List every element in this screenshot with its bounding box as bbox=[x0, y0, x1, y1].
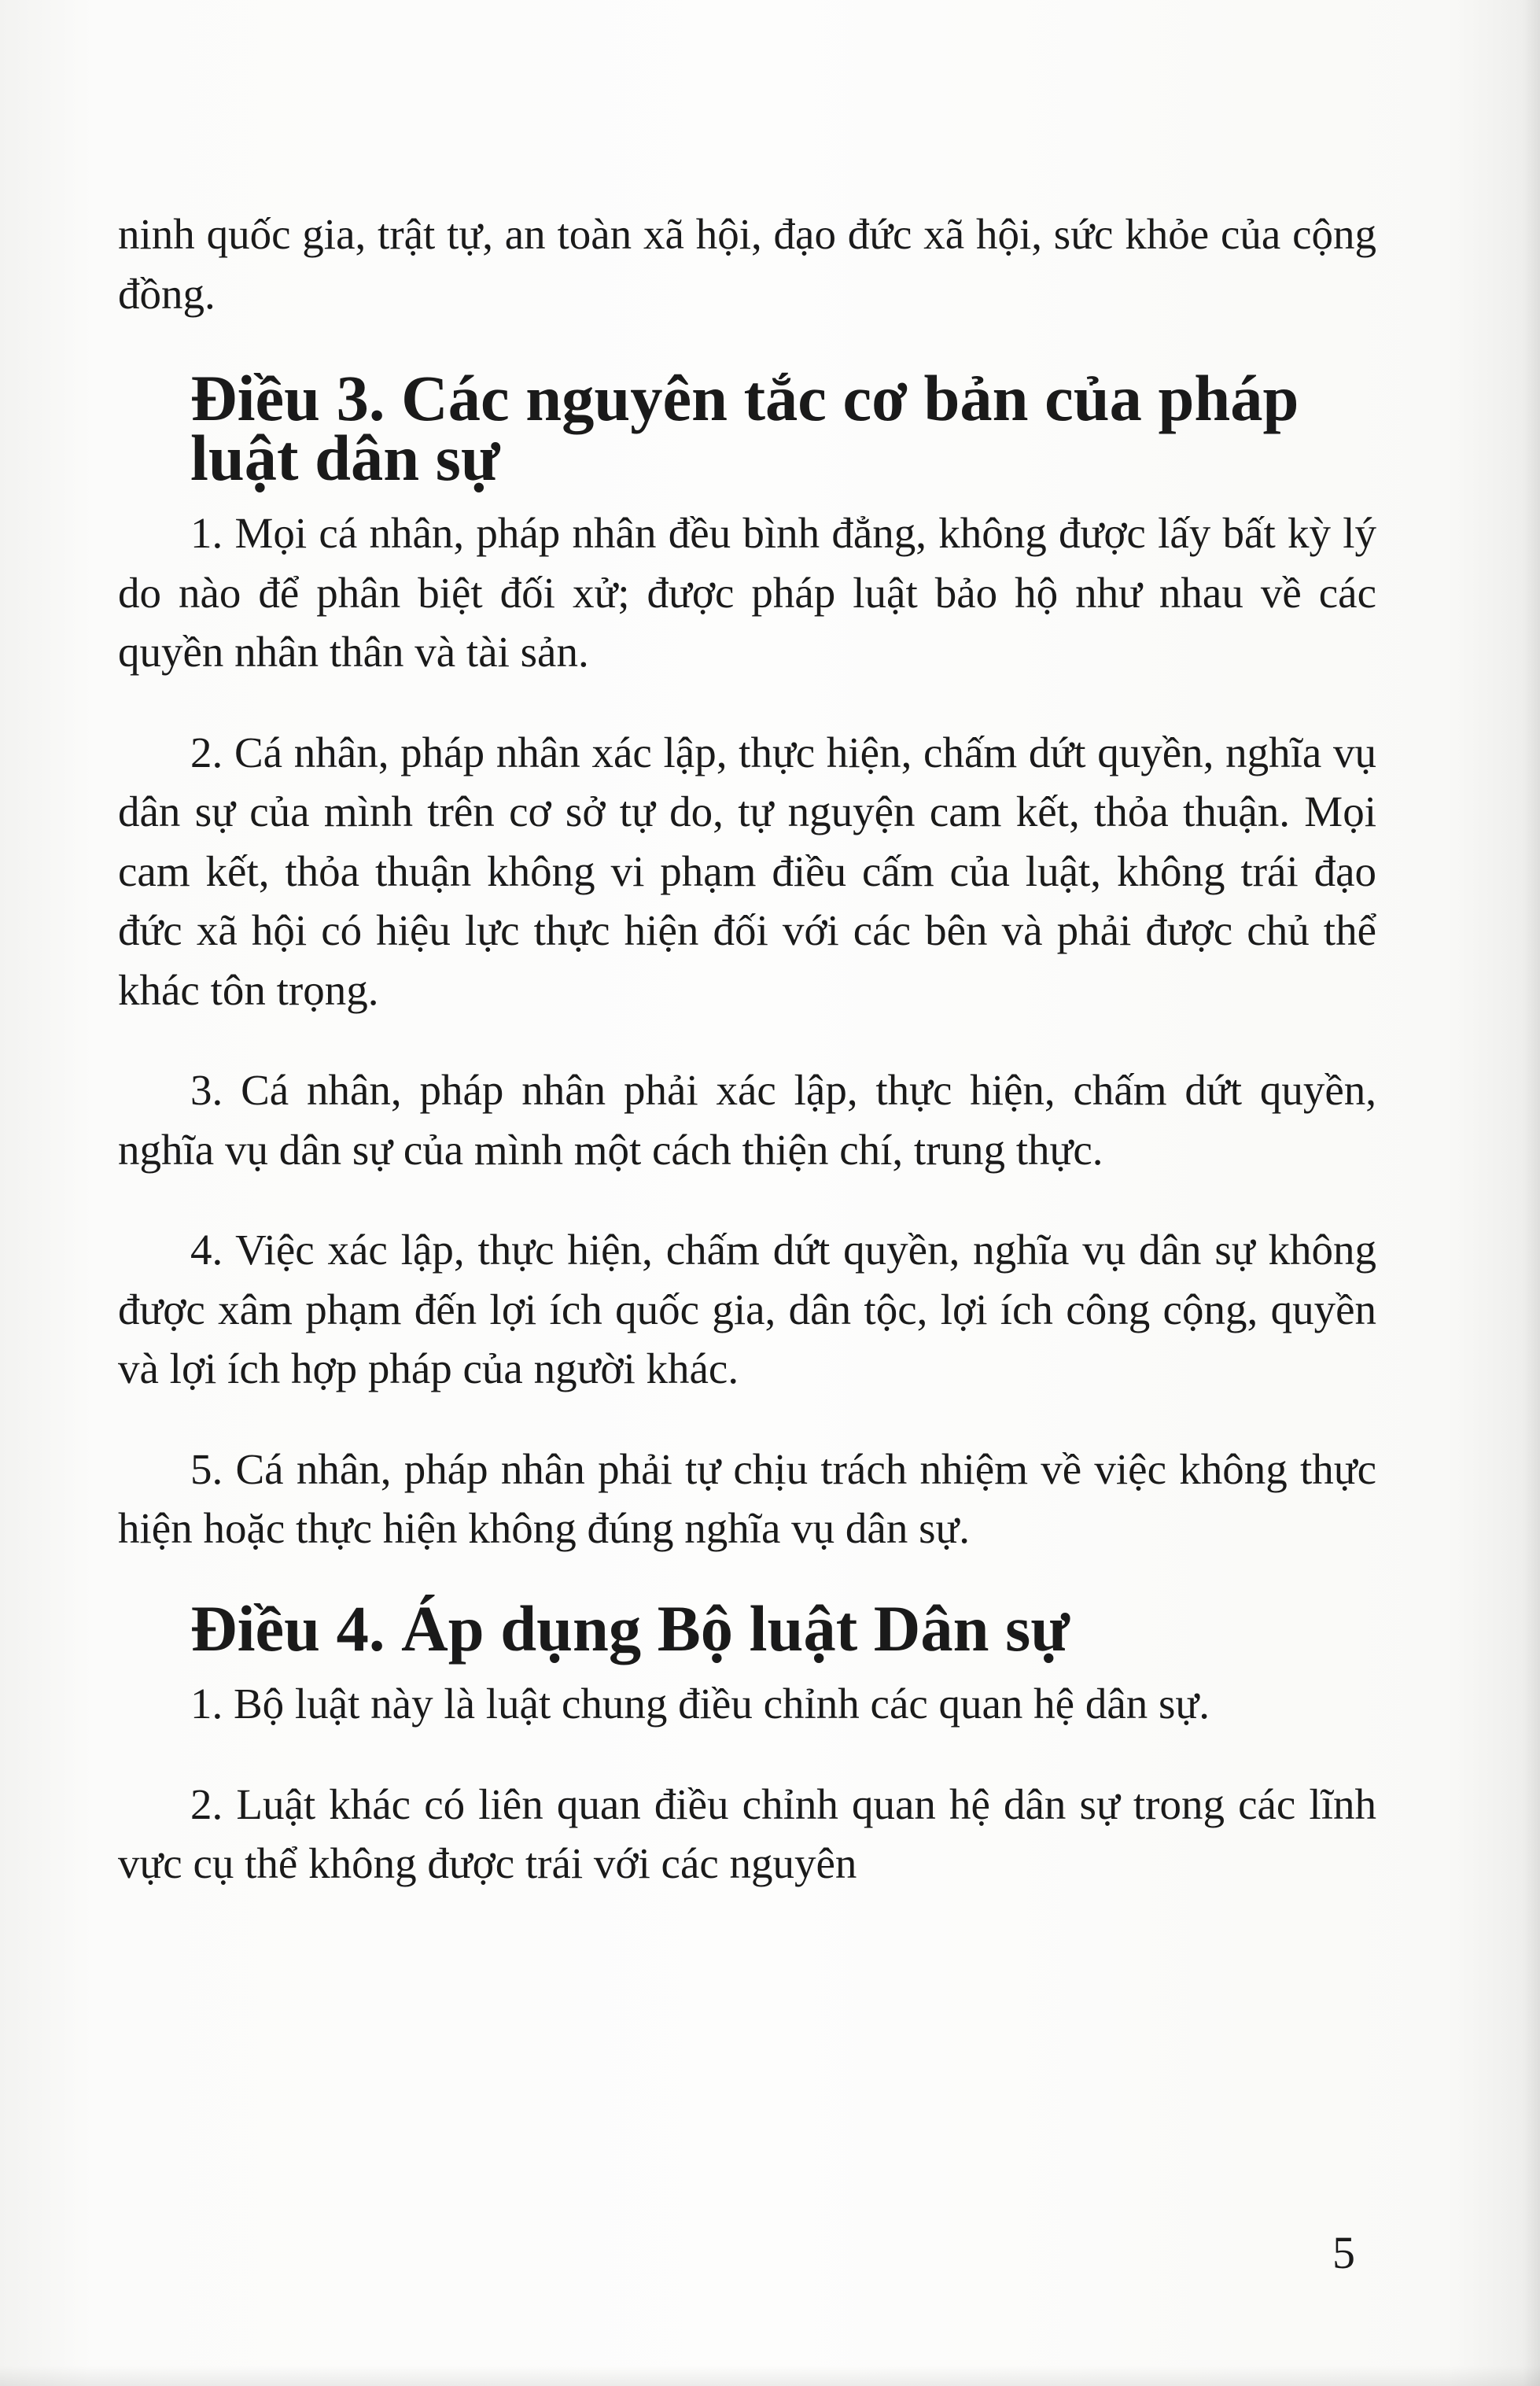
article-3-clause-5: 5. Cá nhân, pháp nhân phải tự chịu trách nhiệm về việc không thực hiện hoặc thực hiện không đúng nghĩa vụ dân sự. bbox=[118, 1444, 1376, 1552]
page-body bbox=[118, 205, 1376, 1934]
article-4-clause-2: 2. Luật khác có liên quan điều chỉnh quan hệ dân sự trong các lĩnh vực cụ thể không được trái với các nguyên bbox=[118, 1779, 1376, 1887]
article-3-clause-2: 2. Cá nhân, pháp nhân xác lập, thực hiện, chấm dứt quyền, nghĩa vụ dân sự của mình trên cơ sở tự do, tự nguyện cam kết, thỏa thuận. Mọi cam kết, thỏa thuận không vi phạm điều cấm của luật, không trái đạo đức xã hội có hiệu lực thực hiện đối với các bên và phải được chủ thể khác tôn trọng. bbox=[118, 728, 1376, 1014]
article-3-clause-4: 4. Việc xác lập, thực hiện, chấm dứt quyền, nghĩa vụ dân sự không được xâm phạm đến lợi ích quốc gia, dân tộc, lợi ích công cộng, quyền và lợi ích hợp pháp của người khác. bbox=[118, 1226, 1376, 1392]
intro-paragraph: ninh quốc gia, trật tự, an toàn xã hội, đạo đức xã hội, sức khỏe của cộng đồng. bbox=[118, 210, 1376, 318]
article-3-heading: Điều 3. Các nguyên tắc cơ bản của pháp luật dân sự bbox=[190, 362, 1299, 494]
article-4-clause-1: 1. Bộ luật này là luật chung điều chỉnh các quan hệ dân sự. bbox=[190, 1680, 1210, 1728]
article-4-heading: Điều 4. Áp dụng Bộ luật Dân sự bbox=[190, 1591, 1070, 1665]
page-bottom-shadow bbox=[0, 2366, 1540, 2386]
article-3-clause-3: 3. Cá nhân, pháp nhân phải xác lập, thực hiện, chấm dứt quyền, nghĩa vụ dân sự của mình một cách thiện chí, trung thực. bbox=[118, 1066, 1376, 1174]
article-3-clause-1: 1. Mọi cá nhân, pháp nhân đều bình đẳng, không được lấy bất kỳ lý do nào để phân biệt đối xử; được pháp luật bảo hộ như nhau về các quyền nhân thân và tài sản. bbox=[118, 509, 1376, 676]
page-edge-shadow bbox=[1523, 0, 1540, 2386]
page-number: 5 bbox=[1332, 2227, 1355, 2278]
